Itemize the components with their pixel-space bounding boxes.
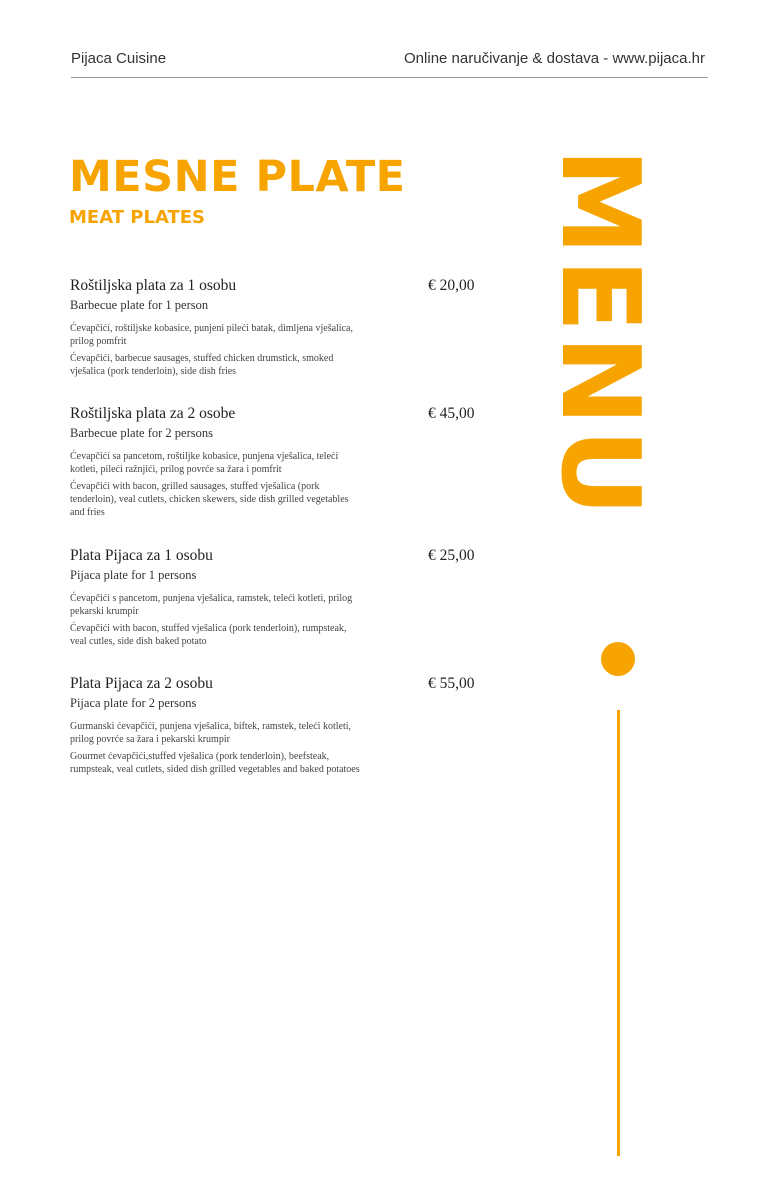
item-description-hr: Gurmanski ćevapčići, punjena vješalica, biftek, ramstek, teleći kotleti, prilog povrće sa žara i pekarski krumpir	[70, 721, 352, 745]
decorative-vertical-line	[617, 710, 620, 1156]
item-description-hr: Ćevapčići sa pancetom, roštiljke kobasice, punjena vješalica, teleći kotleti, pileći ražnjići, prilog povrće sa žara i pomfrit	[70, 451, 339, 475]
menu-items-list	[70, 276, 490, 804]
menu-vertical-word: MENU	[537, 148, 662, 520]
menu-item	[70, 546, 490, 674]
menu-item	[70, 674, 490, 804]
menu-item	[70, 404, 490, 546]
header-tagline: Online naručivanje & dostava - www.pijaca.hr	[404, 50, 705, 67]
item-subtitle: Barbecue plate for 1 person	[70, 298, 209, 312]
item-title: Plata Pijaca za 1 osobu	[70, 547, 213, 564]
item-price: € 25,00	[428, 547, 475, 564]
page-header	[71, 50, 708, 78]
item-description-hr: Ćevapčići s pancetom, punjena vješalica, ramstek, teleći kotleti, prilog pekarski krumpir	[70, 593, 353, 617]
brand-name: Pijaca Cuisine	[71, 50, 167, 67]
item-description-en: Ćevapčići, barbecue sausages, stuffed chicken drumstick, smoked vješalica (pork tenderloin), side dish fries	[70, 353, 334, 377]
item-title: Plata Pijaca za 2 osobu	[70, 675, 213, 692]
item-description-hr: Ćevapčići, roštiljske kobasice, punjeni pileći batak, dimljena vješalica, prilog pomfrit	[70, 323, 353, 347]
section-subtitle: MEAT PLATES	[69, 207, 206, 228]
item-title: Roštiljska plata za 1 osobu	[70, 277, 237, 294]
menu-item	[70, 276, 490, 404]
item-price: € 20,00	[428, 277, 475, 294]
item-description-en: Gourmet ćevapčići,stuffed vješalica (pork tenderloin), beefsteak, rumpsteak, veal cutlets, sided dish grilled vegetables and baked potatoes	[70, 751, 360, 775]
item-description-en: Ćevapčići with bacon, stuffed vješalica (pork tenderloin), rumpsteak, veal cutles, side dish baked potato	[70, 623, 347, 647]
item-subtitle: Barbecue plate for 2 persons	[70, 426, 213, 440]
item-title: Roštiljska plata za 2 osobe	[70, 405, 236, 422]
item-description-en: Ćevapčići with bacon, grilled sausages, stuffed vješalica (pork tenderloin), veal cutlets, chicken skewers, side dish grilled vegetables and fries	[70, 481, 349, 518]
item-subtitle: Pijaca plate for 1 persons	[70, 568, 197, 582]
item-price: € 45,00	[428, 405, 475, 422]
item-price: € 55,00	[428, 675, 475, 692]
decorative-dot	[601, 642, 635, 676]
item-subtitle: Pijaca plate for 2 persons	[70, 696, 197, 710]
section-title: MESNE PLATE	[69, 152, 406, 202]
